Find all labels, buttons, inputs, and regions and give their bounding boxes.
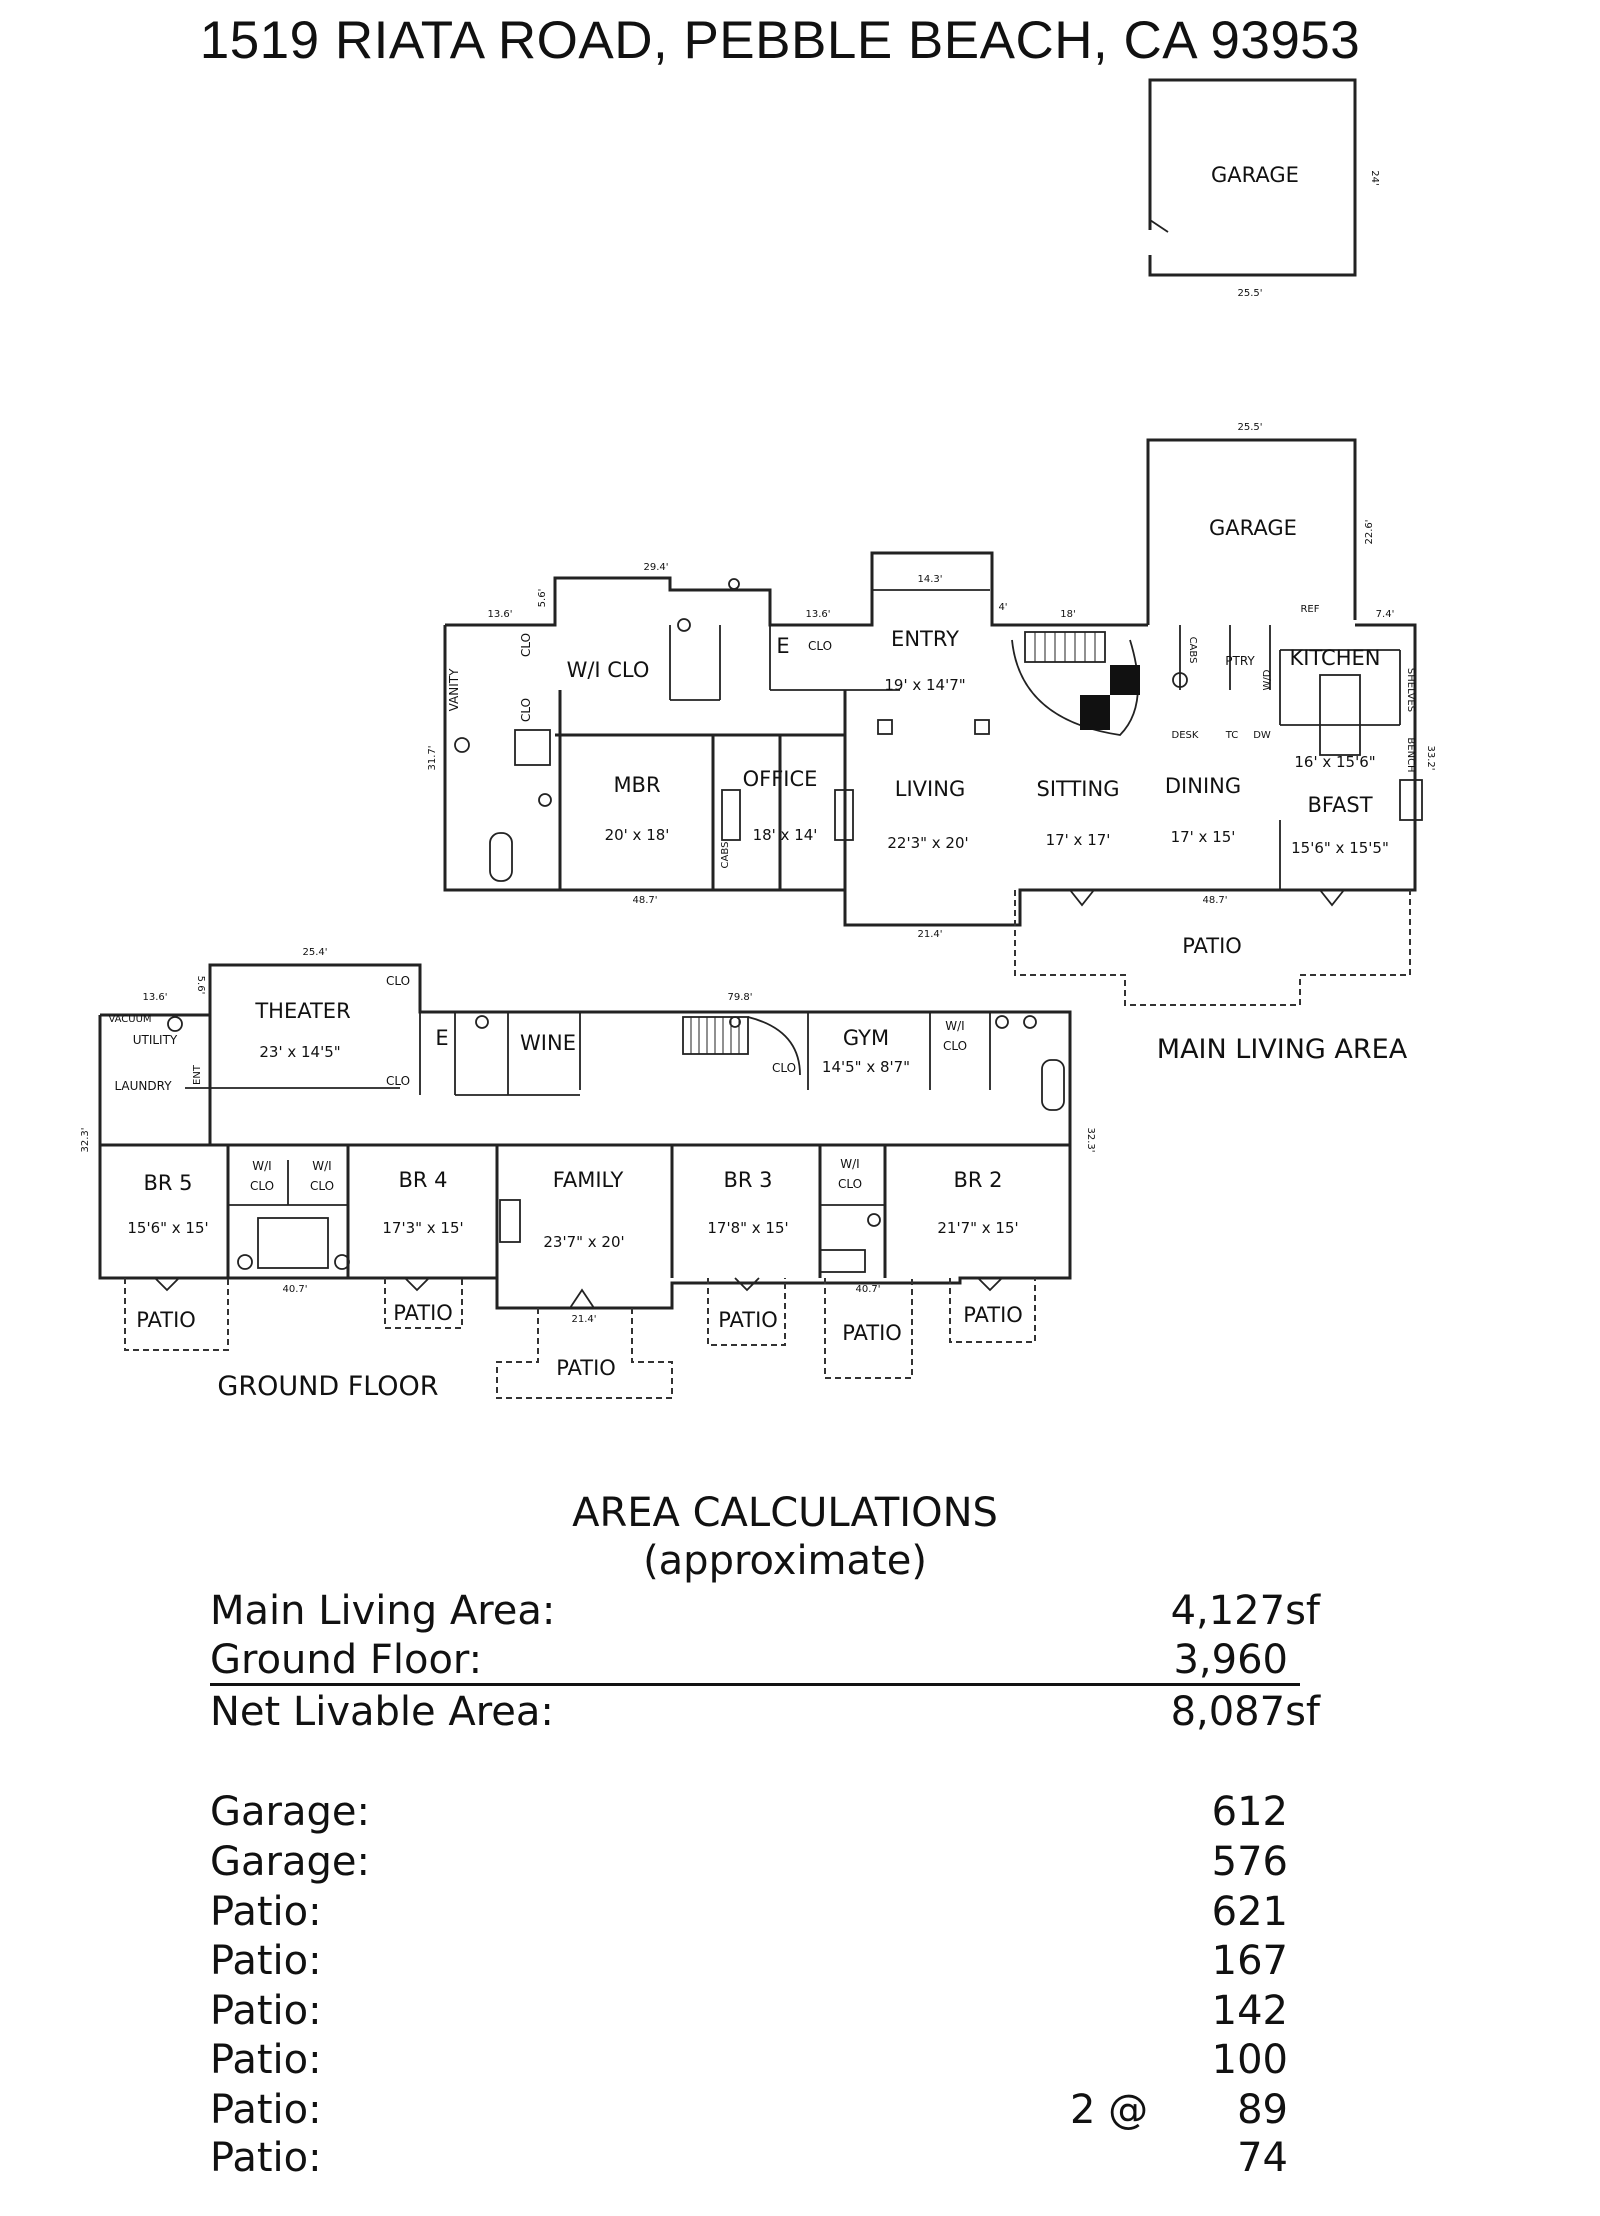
area-label: Net Livable Area: <box>210 1689 554 1735</box>
page-title: 1519 RIATA ROAD, PEBBLE BEACH, CA 93953 <box>199 11 1361 70</box>
stair-treads <box>691 1017 739 1054</box>
small-label: VANITY <box>447 668 461 712</box>
dim-label: 18' <box>1060 609 1076 620</box>
room-name: LIVING <box>894 777 966 801</box>
area-row <box>210 1839 1340 1887</box>
room-name: ENTRY <box>891 627 959 651</box>
small-label: W/I <box>252 1159 272 1173</box>
patio-label: PATIO <box>718 1308 778 1332</box>
small-label: DW <box>1253 730 1271 741</box>
area-value: 167 <box>1211 1938 1288 1984</box>
small-label: VACUUM <box>108 1014 152 1025</box>
small-label: E <box>435 1026 449 1050</box>
small-label: PTRY <box>1225 654 1255 668</box>
area-multiplier: 2 @ <box>1070 2087 1149 2133</box>
room-name: GYM <box>842 1026 890 1050</box>
area-row <box>210 2135 1340 2183</box>
dim-label: 29.4' <box>643 562 669 573</box>
dim-label: 31.7' <box>427 745 438 771</box>
main-living-area <box>427 422 1436 1065</box>
patio-label: PATIO <box>842 1321 902 1345</box>
section-label: GROUND FLOOR <box>217 1371 439 1402</box>
detached-garage <box>1150 80 1380 299</box>
garage-label: GARAGE <box>1209 516 1297 540</box>
area-label: Patio: <box>210 1988 322 2034</box>
area-row <box>210 1689 1340 1737</box>
room-name: BR 5 <box>143 1171 193 1195</box>
dim-label: 22.6' <box>1364 519 1375 545</box>
area-value: 8,087sf <box>1170 1689 1320 1735</box>
small-label: CLO <box>771 1061 797 1075</box>
area-label: Patio: <box>210 2037 322 2083</box>
area-label: Patio: <box>210 2087 322 2133</box>
ground-floor <box>80 947 1096 1402</box>
room-dims: 21'7" x 15' <box>937 1219 1019 1237</box>
small-label: DESK <box>1171 730 1199 741</box>
area-value: 3,960 <box>1173 1637 1288 1683</box>
small-label: CLO <box>309 1179 335 1193</box>
room-name: BR 4 <box>398 1168 448 1192</box>
area-row <box>210 1637 1340 1685</box>
area-row <box>210 1588 1340 1636</box>
room-dims: 17' x 15' <box>1170 828 1236 846</box>
room-dims: 17'8" x 15' <box>707 1219 789 1237</box>
dim-label: 48.7' <box>632 895 658 906</box>
area-title: AREA CALCULATIONS <box>572 1490 998 1536</box>
area-value: 89 <box>1237 2087 1288 2133</box>
room-name: BR 3 <box>723 1168 773 1192</box>
room-dims: 23' x 14'5" <box>259 1043 341 1061</box>
area-label: Patio: <box>210 1889 322 1935</box>
room-name: KITCHEN <box>1289 646 1381 670</box>
room-dims: 23'7" x 20' <box>543 1233 625 1251</box>
room-name: WINE <box>520 1031 576 1055</box>
area-label: Patio: <box>210 1938 322 1984</box>
area-row <box>210 2087 1340 2135</box>
room-dims: 20' x 18' <box>604 826 670 844</box>
room-dims: 19' x 14'7" <box>884 676 966 694</box>
small-label: CLO <box>519 632 533 658</box>
dim-label: 7.4' <box>1375 609 1395 620</box>
area-value: 612 <box>1211 1789 1288 1835</box>
small-label: TC <box>1225 730 1239 741</box>
room-name: BR 2 <box>953 1168 1003 1192</box>
room-dims: 17' x 17' <box>1045 831 1111 849</box>
dim-label: 32.3' <box>1085 1127 1096 1153</box>
dim-label: 21.4' <box>917 929 943 940</box>
room-dims: 22'3" x 20' <box>887 834 969 852</box>
area-row <box>210 2037 1340 2085</box>
dim-label: 33.2' <box>1425 745 1436 771</box>
room-dims: 15'6" x 15' <box>127 1219 209 1237</box>
room-dims: 16' x 15'6" <box>1294 753 1376 771</box>
small-label: CLO <box>519 697 533 723</box>
room-name: DINING <box>1164 774 1242 798</box>
area-row <box>210 1789 1340 1837</box>
small-label: CABS <box>1187 636 1198 664</box>
room-name: MBR <box>613 773 661 797</box>
room-dims: 14'5" x 8'7" <box>821 1058 911 1076</box>
dim-label: 13.6' <box>487 609 513 620</box>
dim-label: 32.3' <box>80 1127 91 1153</box>
small-label: CLO <box>249 1179 275 1193</box>
small-label: CLO <box>837 1177 863 1191</box>
room-name: BFAST <box>1307 793 1373 817</box>
section-label: MAIN LIVING AREA <box>1156 1034 1408 1065</box>
small-label: CLO <box>385 974 411 988</box>
area-value: 100 <box>1211 2037 1288 2083</box>
area-row <box>210 1938 1340 1986</box>
area-value: 576 <box>1211 1839 1288 1885</box>
small-label: BENCH <box>1405 737 1416 773</box>
dim-label: 40.7' <box>855 1284 881 1295</box>
small-label: REF <box>1300 604 1320 615</box>
small-label: CABS <box>720 841 731 869</box>
area-value: 142 <box>1211 1988 1288 2034</box>
area-value: 4,127sf <box>1170 1588 1320 1634</box>
dim-label: 79.8' <box>727 992 753 1003</box>
small-label: ENT <box>192 1065 203 1085</box>
room-name: FAMILY <box>552 1168 624 1192</box>
small-label: SHELVES <box>1405 667 1416 713</box>
room-name: THEATER <box>255 999 351 1023</box>
total-rule <box>210 1683 1300 1686</box>
room-name: SITTING <box>1036 777 1120 801</box>
area-label: Patio: <box>210 2135 322 2181</box>
area-label: Ground Floor: <box>210 1637 483 1683</box>
patio-label: PATIO <box>963 1303 1023 1327</box>
dim-label: 40.7' <box>282 1284 308 1295</box>
room-dims: 17'3" x 15' <box>382 1219 464 1237</box>
dim-label: 25.5' <box>1237 422 1263 433</box>
dim-label: 13.6' <box>805 609 831 620</box>
room-name: PATIO <box>1182 934 1242 958</box>
dim-label: 14.3' <box>917 574 943 585</box>
garage-label: GARAGE <box>1211 163 1299 187</box>
small-label: CLO <box>942 1039 968 1053</box>
dim-label: 25.5' <box>1237 288 1263 299</box>
small-label: W/I <box>312 1159 332 1173</box>
small-label: CLO <box>385 1074 411 1088</box>
area-row <box>210 1889 1340 1937</box>
area-label: Garage: <box>210 1789 370 1835</box>
small-label: E <box>776 634 790 658</box>
patio-label: PATIO <box>556 1356 616 1380</box>
patio-label: PATIO <box>393 1301 453 1325</box>
small-label: W/D <box>1262 669 1273 691</box>
dim-label: 4' <box>998 602 1008 613</box>
stair-treads <box>1035 632 1095 662</box>
area-row <box>210 1988 1340 2036</box>
dim-label: 48.7' <box>1202 895 1228 906</box>
dim-label: 25.4' <box>302 947 328 958</box>
room-dims: 15'6" x 15'5" <box>1291 839 1389 857</box>
area-subtitle: (approximate) <box>643 1538 927 1584</box>
room-dims: 18' x 14' <box>752 826 818 844</box>
dim-label: 24' <box>1369 170 1380 186</box>
area-value: 74 <box>1237 2135 1288 2181</box>
dim-label: 21.4' <box>571 1314 597 1325</box>
dim-label: 5.6' <box>537 588 548 608</box>
patio-label: PATIO <box>136 1308 196 1332</box>
room-name: LAUNDRY <box>114 1079 172 1093</box>
room-name: W/I CLO <box>566 658 650 682</box>
dim-label: 13.6' <box>142 992 168 1003</box>
small-label: W/I <box>840 1157 860 1171</box>
room-name: OFFICE <box>742 767 818 791</box>
small-label: W/I <box>945 1019 965 1033</box>
small-label: CLO <box>807 639 833 653</box>
area-label: Garage: <box>210 1839 370 1885</box>
dim-label: 5.6' <box>195 975 206 995</box>
area-label: Main Living Area: <box>210 1588 556 1634</box>
room-name: UTILITY <box>132 1033 178 1047</box>
area-value: 621 <box>1211 1889 1288 1935</box>
